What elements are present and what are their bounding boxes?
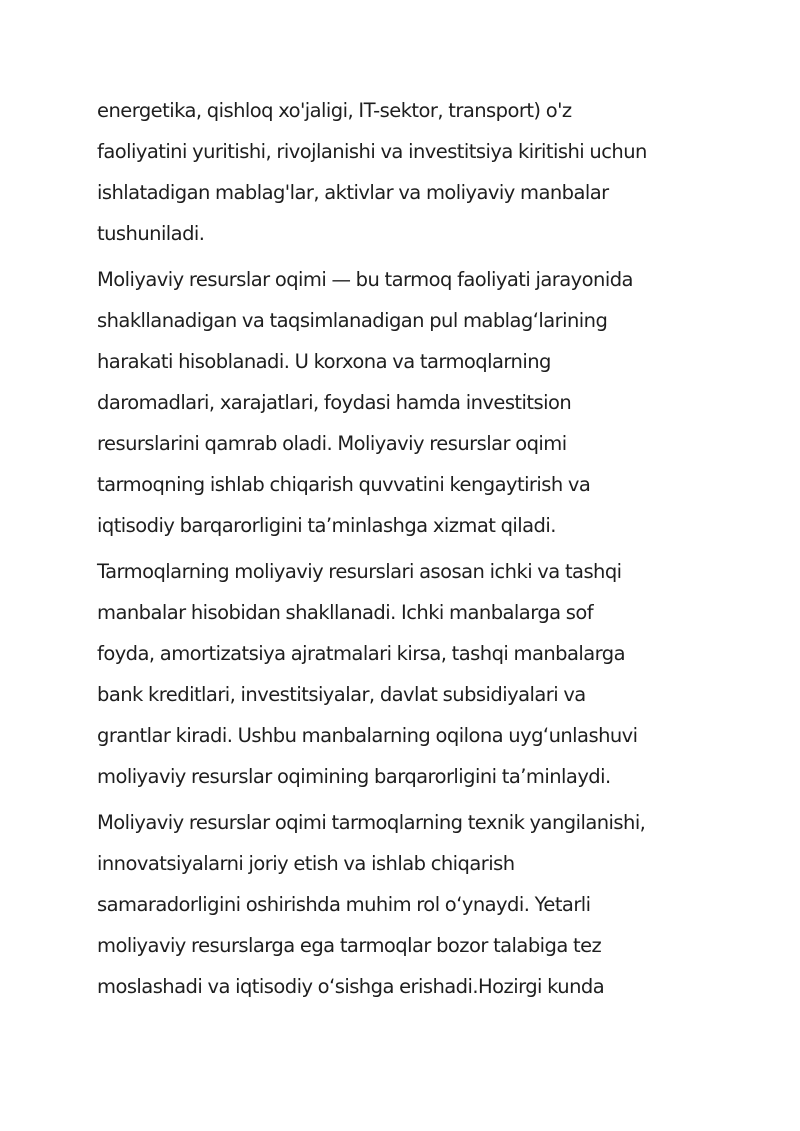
text-line: foyda, amortizatsiya ajratmalari kirsa, tashqi manbalarga xyxy=(97,641,626,665)
paragraph-4 xyxy=(97,803,709,1008)
text-line: Tarmoqlarning moliyaviy resurslari asosan ichki va tashqi xyxy=(97,559,622,583)
text-line: moliyaviy resurslarga ega tarmoqlar bozor talabiga tez xyxy=(97,933,602,957)
text-line: Moliyaviy resurslar oqimi — bu tarmoq faoliyati jarayonida xyxy=(97,268,633,292)
document-body xyxy=(97,91,709,1013)
text-line: shakllanadigan va taqsimlanadigan pul mablag‘larining xyxy=(97,309,608,333)
text-line: tarmoqning ishlab chiqarish quvvatini kengaytirish va xyxy=(97,472,591,496)
text-line: energetika, qishloq xo'jaligi, IT-sektor, transport) o'z xyxy=(97,99,572,122)
text-line: samaradorligini oshirishda muhim rol o‘ynaydi. Yetarli xyxy=(97,892,591,916)
text-line: tushuniladi. xyxy=(97,221,205,245)
text-line: faoliyatini yuritishi, rivojlanishi va investitsiya kiritishi uchun xyxy=(97,139,647,163)
paragraph-3 xyxy=(97,552,709,797)
text-line: manbalar hisobidan shakllanadi. Ichki manbalarga sof xyxy=(97,600,594,624)
paragraph-2 xyxy=(97,260,709,546)
text-line: innovatsiyalarni joriy etish va ishlab chiqarish xyxy=(97,851,515,875)
text-line: bank kreditlari, investitsiyalar, davlat subsidiyalari va xyxy=(97,682,586,706)
text-line: grantlar kiradi. Ushbu manbalarning oqilona uyg‘unlashuvi xyxy=(97,723,638,747)
text-line: iqtisodiy barqarorligini ta’minlashga xizmat qiladi. xyxy=(97,513,556,537)
text-line: daromadlari, xarajatlari, foydasi hamda investitsion xyxy=(97,390,572,414)
text-line: ishlatadigan mablag'lar, aktivlar va moliyaviy manbalar xyxy=(97,180,609,204)
text-line: harakati hisoblanadi. U korxona va tarmoqlarning xyxy=(97,349,551,373)
text-line: moslashadi va iqtisodiy o‘sishga erishadi.Hozirgi kunda xyxy=(97,974,605,998)
text-line: Moliyaviy resurslar oqimi tarmoqlarning texnik yangilanishi, xyxy=(97,810,646,834)
paragraph-1 xyxy=(97,91,709,255)
text-line: resurslarini qamrab oladi. Moliyaviy resurslar oqimi xyxy=(97,431,567,455)
text-line: moliyaviy resurslar oqimining barqarorligini ta’minlaydi. xyxy=(97,764,611,788)
